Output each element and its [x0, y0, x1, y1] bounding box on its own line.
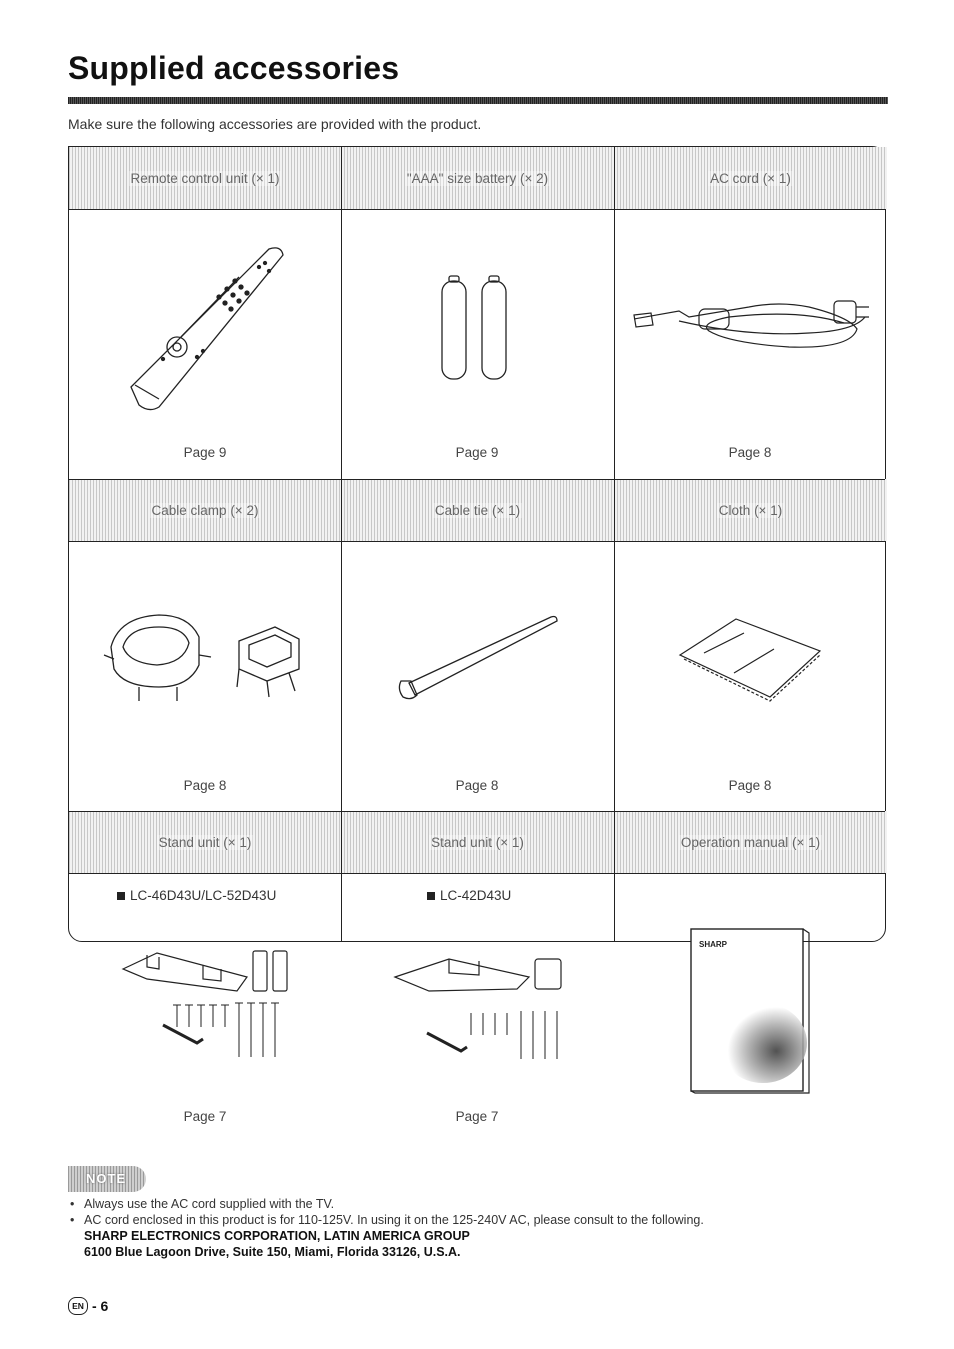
page-ref-cloth: Page 8 — [728, 778, 772, 793]
note-item: • AC cord enclosed in this product is for 110-125V. In using it on the 125-240V AC, please consult to the following. — [70, 1212, 870, 1228]
cable-tie-illustration — [389, 609, 564, 704]
header-remote: Remote control unit (× 1) — [69, 147, 341, 209]
notes-list — [70, 1196, 870, 1260]
manual-brand: SHARP — [699, 940, 728, 949]
page-ref-remote: Page 9 — [183, 445, 227, 460]
language-badge: EN — [68, 1297, 88, 1315]
title-rule — [68, 97, 888, 104]
row-divider — [69, 209, 885, 210]
row-divider — [69, 479, 885, 480]
page-number: EN - 6 — [68, 1297, 108, 1315]
header-manual: Operation manual (× 1) — [614, 811, 887, 873]
note-badge: NOTE — [68, 1166, 146, 1192]
header-cloth: Cloth (× 1) — [614, 479, 887, 541]
model-label-2: LC-42D43U — [427, 888, 511, 903]
operation-manual-illustration — [689, 925, 814, 1095]
page-ref-cable-clamp: Page 8 — [183, 778, 227, 793]
model-label-1: LC-46D43U/LC-52D43U — [117, 888, 276, 903]
ac-cord-illustration — [629, 287, 874, 362]
page-title: Supplied accessories — [68, 50, 400, 86]
cloth-illustration — [674, 613, 824, 703]
contact-company: SHARP ELECTRONICS CORPORATION, LATIN AMERICA GROUP — [84, 1229, 470, 1243]
row-divider — [69, 811, 885, 812]
stand-unit-1-illustration — [117, 947, 307, 1067]
column-divider — [614, 147, 615, 941]
row-divider — [69, 873, 885, 874]
stand-unit-2-illustration — [389, 947, 579, 1067]
page-ref-stand-1: Page 7 — [183, 1109, 227, 1124]
header-battery: "AAA" size battery (× 2) — [341, 147, 614, 209]
header-stand-2: Stand unit (× 1) — [341, 811, 614, 873]
page-ref-stand-2: Page 7 — [455, 1109, 499, 1124]
header-ac-cord: AC cord (× 1) — [614, 147, 887, 209]
row-divider — [69, 541, 885, 542]
cable-clamp-illustration — [99, 607, 324, 707]
remote-control-illustration — [119, 237, 299, 417]
contact-address: 6100 Blue Lagoon Drive, Suite 150, Miami, Florida 33126, U.S.A. — [84, 1245, 461, 1259]
column-divider — [341, 147, 342, 941]
header-stand-1: Stand unit (× 1) — [69, 811, 341, 873]
page-ref-battery: Page 9 — [455, 445, 499, 460]
intro-text: Make sure the following accessories are provided with the product. — [68, 116, 482, 132]
header-cable-tie: Cable tie (× 1) — [341, 479, 614, 541]
battery-illustration — [434, 275, 524, 385]
note-item: • Always use the AC cord supplied with the TV. — [70, 1196, 870, 1212]
page-ref-cable-tie: Page 8 — [455, 778, 499, 793]
header-cable-clamp: Cable clamp (× 2) — [69, 479, 341, 541]
page-ref-ac-cord: Page 8 — [728, 445, 772, 460]
accessories-grid — [68, 146, 886, 1124]
